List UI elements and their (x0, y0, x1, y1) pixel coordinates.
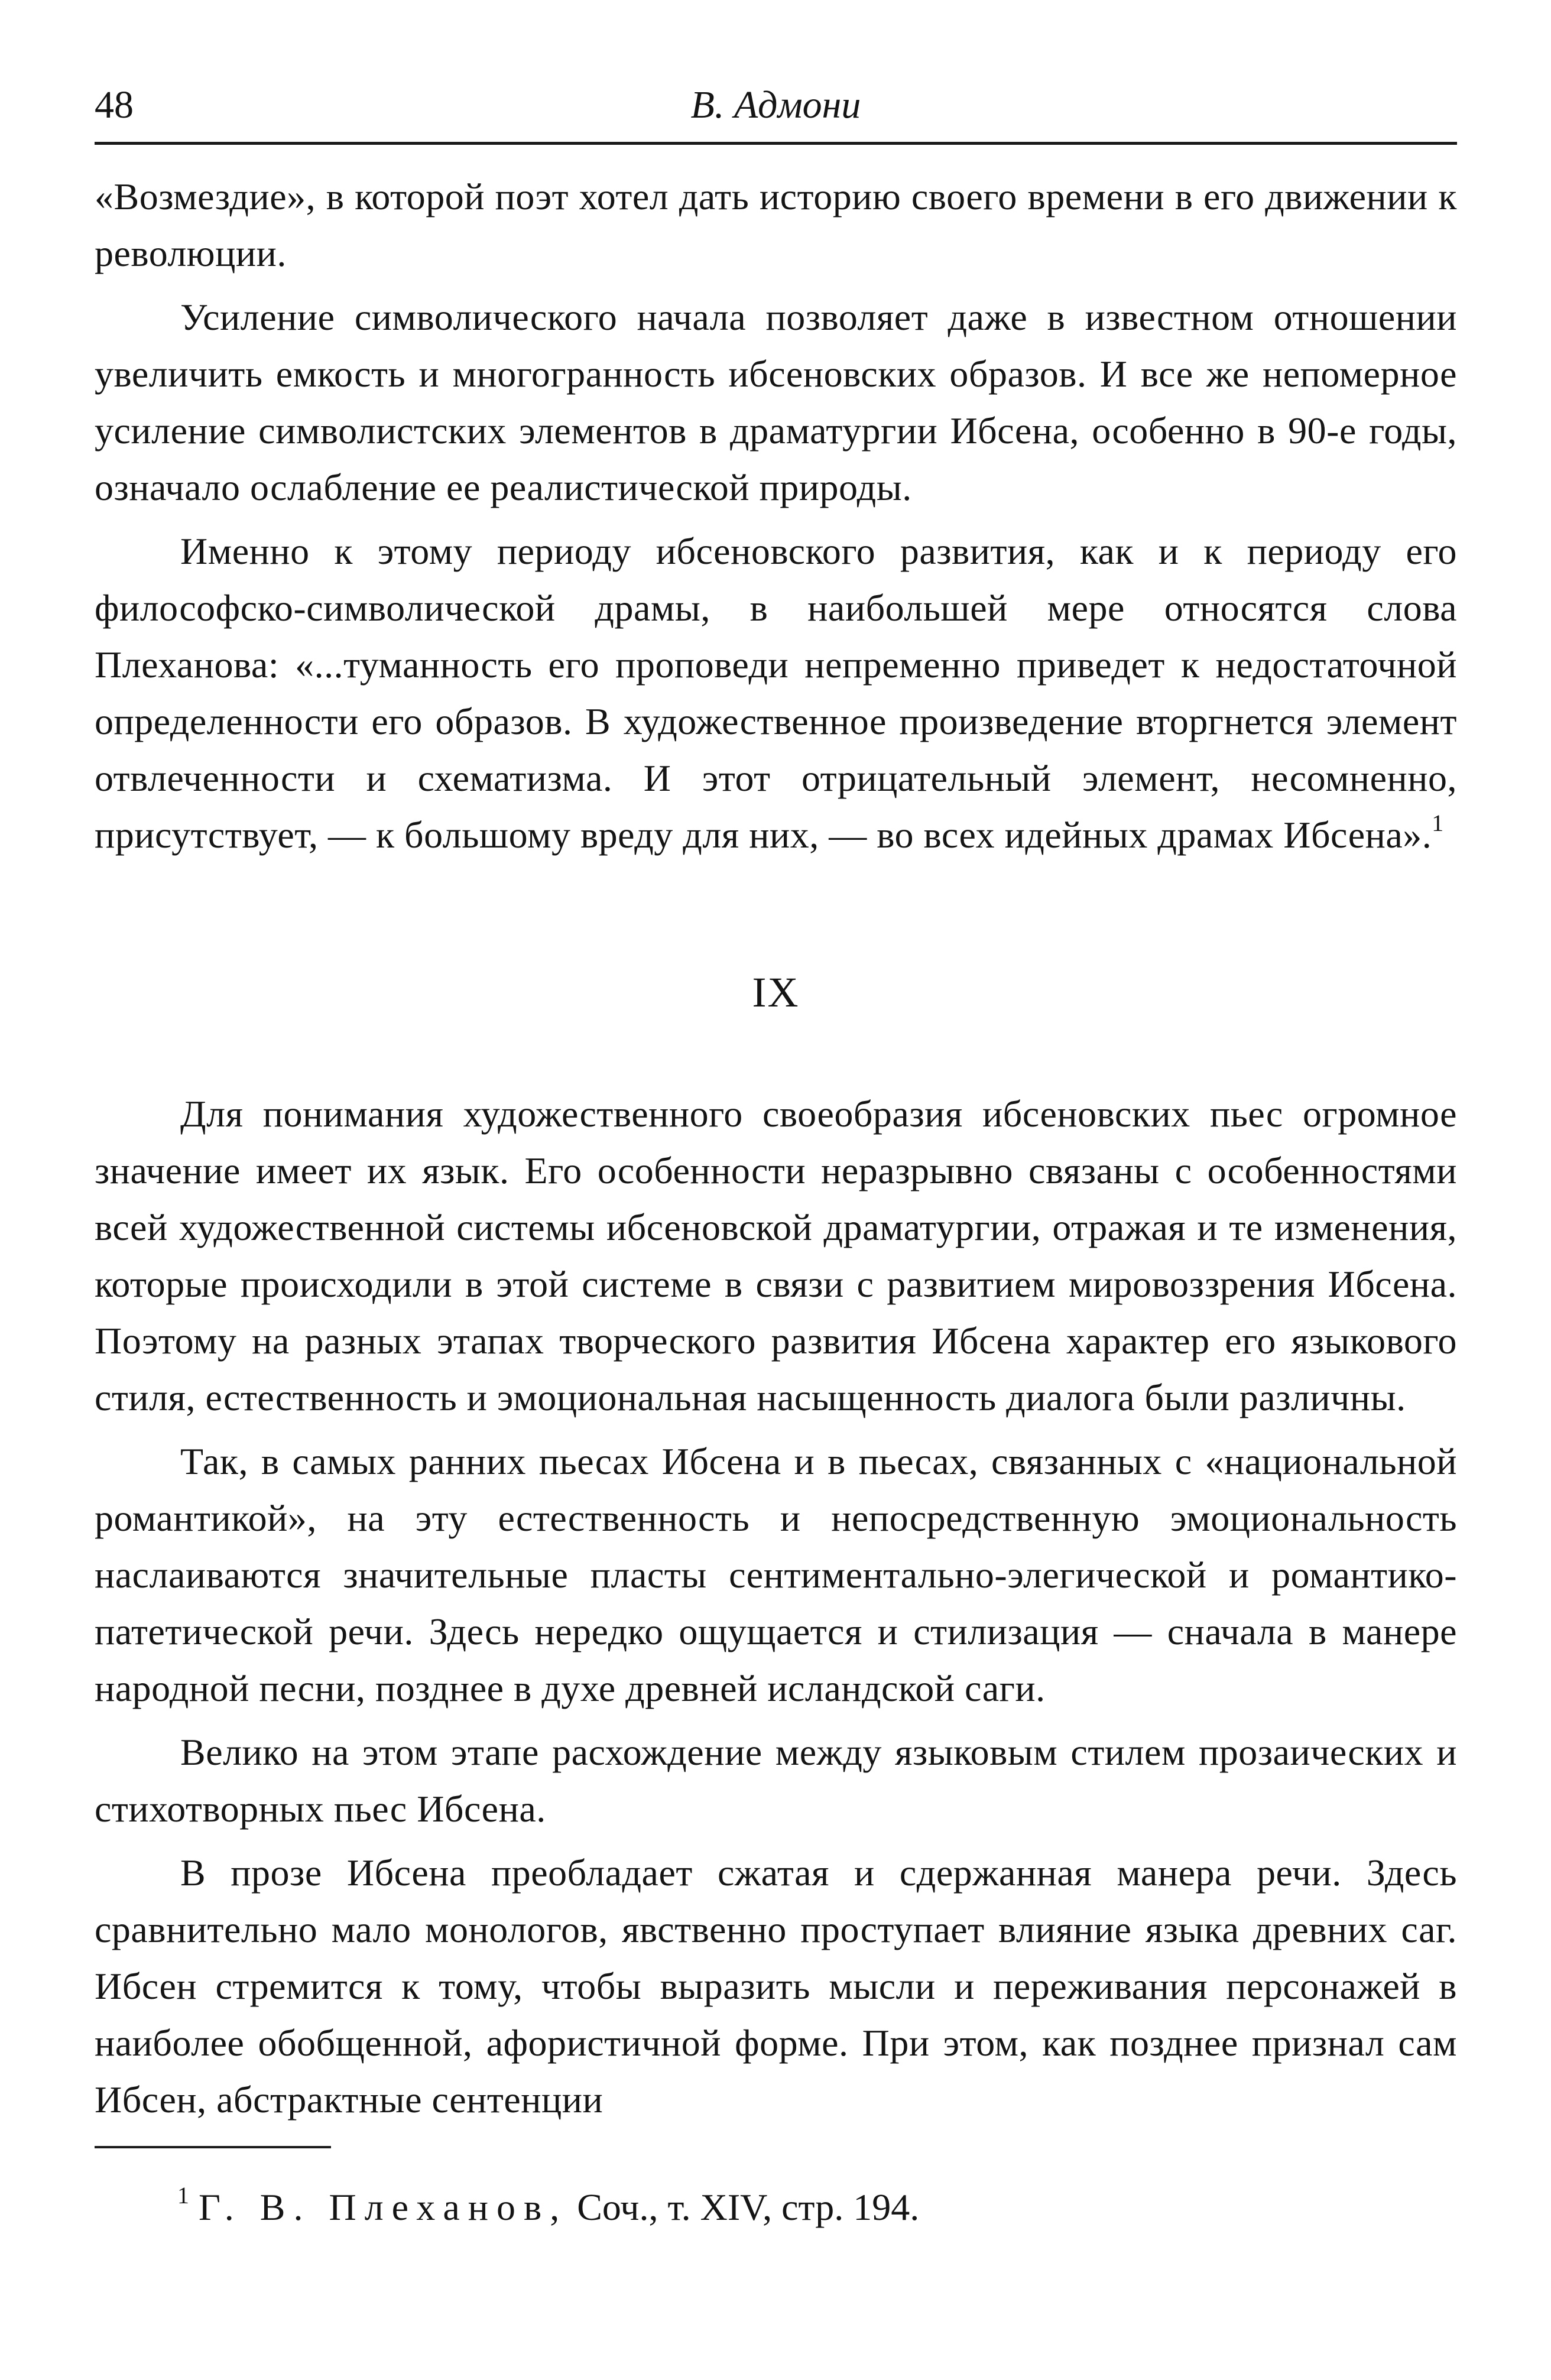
paragraph: Усиление символического начала позволяет даже в известном отношении увеличить емкость и многогранность ибсеновских образов. И все же непомерное усиление символистских элементов в драматургии Ибсена, особенно в 90-е годы, означало ослабление ее реалистической природы. (95, 296, 1457, 508)
footnote-author: Г. В. Плеханов, (199, 2186, 568, 2228)
paragraph-text: Именно к этому периоду ибсеновского развития, как и к периоду его философско-символической драмы, в наибольшей мере относятся слова Плеханова: «...туманность его проповеди непременно приведет к недостаточной определенности его образов. В художественное произведение вторгнется элемент отвлеченности и схематизма. И этот отрицательный элемент, несомненно, присутствует, — к большому вреду для них, — во всех идейных драмах Ибсена». (95, 530, 1457, 856)
book-page (95, 77, 1457, 2231)
footnote-marker: 1 (177, 2182, 189, 2209)
footnote-reference[interactable]: 1 (1432, 810, 1444, 836)
running-title: В. Адмони (690, 83, 861, 126)
footnote (95, 2184, 1457, 2231)
paragraph: «Возмездие», в которой поэт хотел дать историю своего времени в его движении к революции. (95, 176, 1457, 274)
chapter-heading: IX (752, 969, 800, 1016)
running-header (95, 77, 1457, 145)
paragraph (95, 523, 1457, 863)
paragraph: Так, в самых ранних пьесах Ибсена и в пьесах, связанных с «национальной романтикой», на эту естественность и непосредственную эмоциональность наслаиваются значительные пласты сентиментально-элегической и романтико-патетической речи. Здесь нередко ощущается и стилизация — сначала в манере народной песни, позднее в духе древней исландской саги. (95, 1440, 1457, 1709)
body-text (95, 168, 1457, 2128)
paragraph: В прозе Ибсена преобладает сжатая и сдержанная манера речи. Здесь сравнительно мало монологов, явственно проступает влияние языка древних саг. Ибсен стремится к тому, чтобы выразить мысли и переживания персонажей в наиболее обобщенной, афористичной форме. При этом, как позднее признал сам Ибсен, абстрактные сентенции (95, 1852, 1457, 2121)
footnote-divider (95, 2146, 331, 2148)
page-number: 48 (95, 83, 134, 126)
footnote-source: Соч., т. XIV, стр. 194. (577, 2186, 920, 2228)
paragraph: Велико на этом этапе расхождение между языковым стилем прозаических и стихотворных пьес Ибсена. (95, 1731, 1457, 1830)
paragraph: Для понимания художественного своеобразия ибсеновских пьес огромное значение имеет их язык. Его особенности неразрывно связаны с особенностями всей художественной системы ибсеновской драматургии, отражая и те изменения, которые происходили в этой системе в связи с развитием мировоззрения Ибсена. Поэтому на разных этапах творческого развития Ибсена характер его языкового стиля, естественность и эмоциональная насыщенность диалога были различны. (95, 1093, 1457, 1418)
